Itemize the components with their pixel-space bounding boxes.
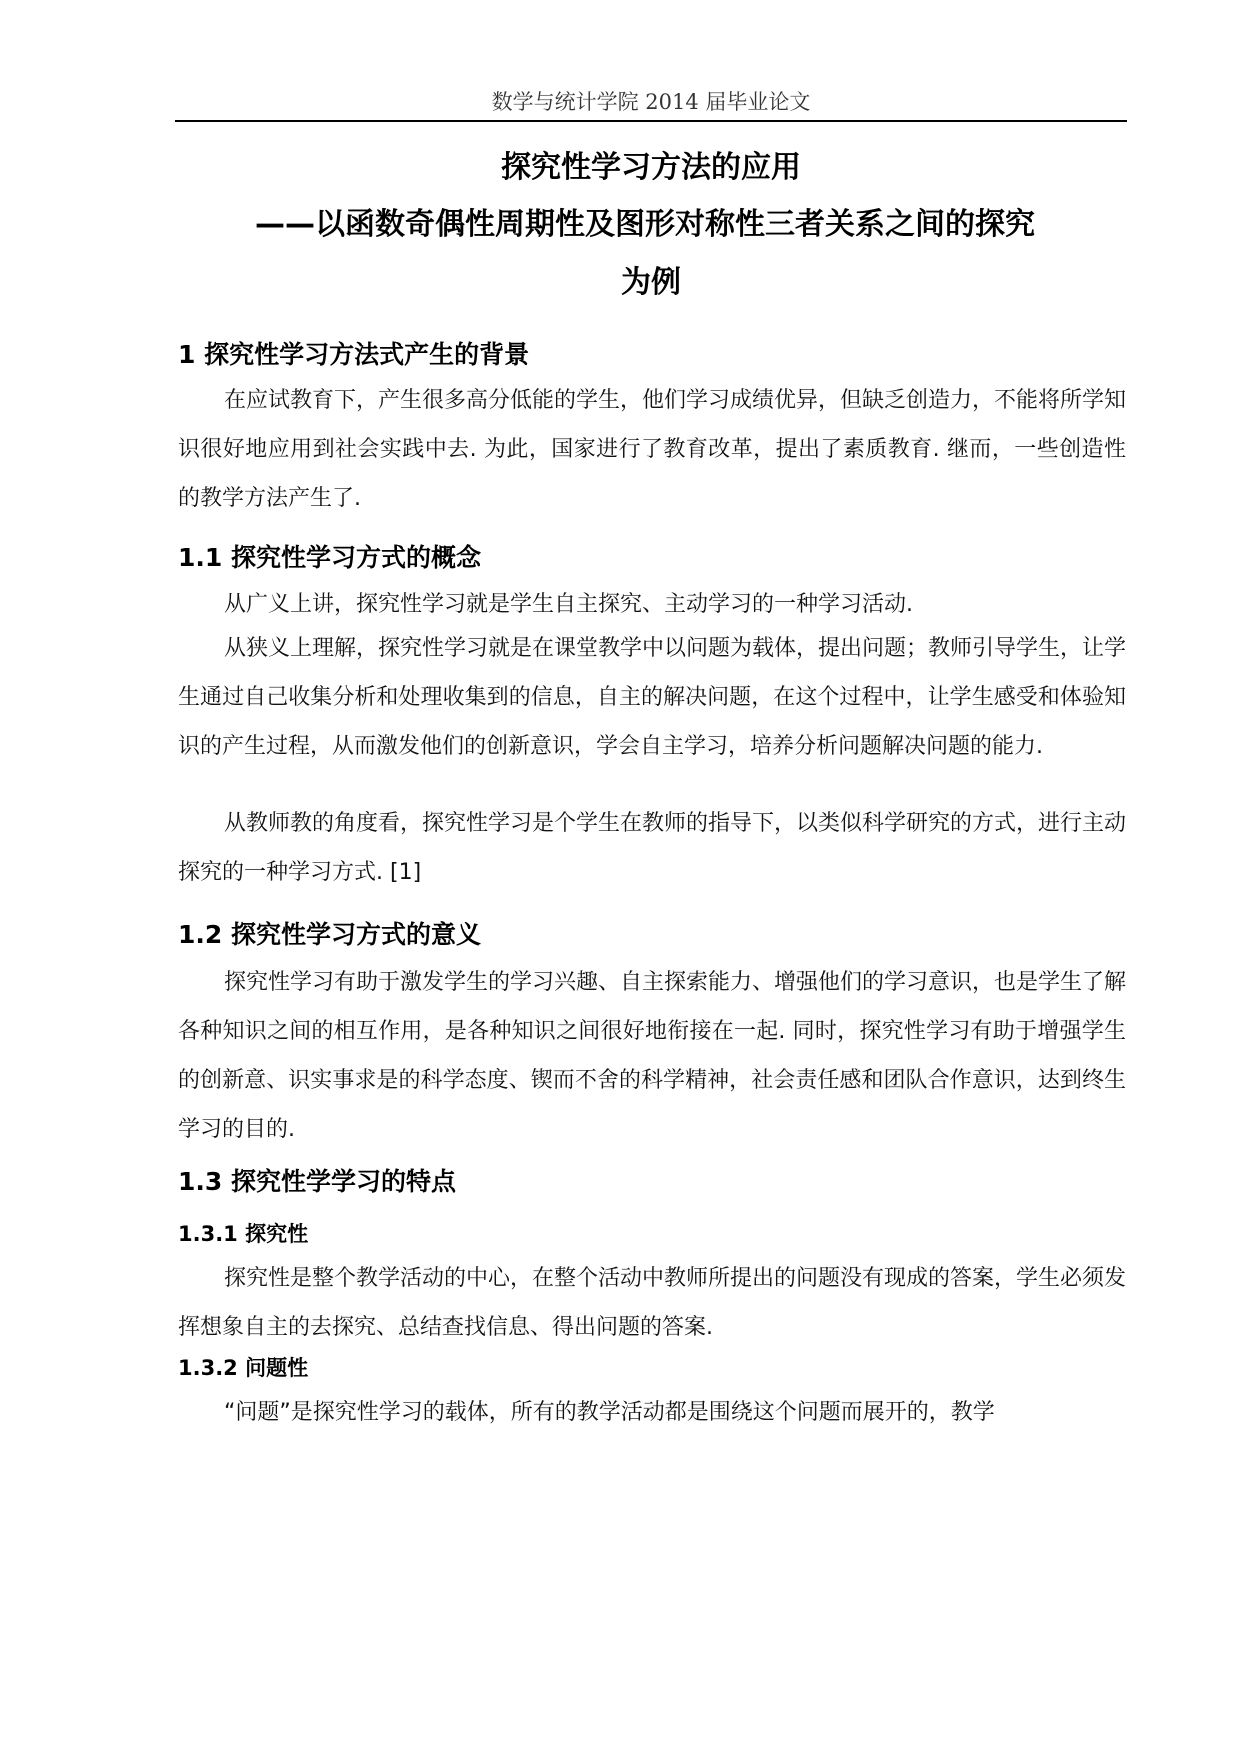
paper-subtitle-line1: ——以函数奇偶性周期性及图形对称性三者关系之间的探究 — [255, 207, 1035, 242]
section-1-1-paragraph-1: 从广义上讲，探究性学习就是学生自主探究、主动学习的一种学习活动. — [224, 592, 913, 617]
section-1-3-1-paragraph-1: 探究性是整个教学活动的中心，在整个活动中教师所提出的问题没有现成的答案，学生必须发挥想象自主的去探究、总结查找信息、得出问题的答案. — [178, 1266, 1127, 1340]
running-header: 数学与统计学院 2014 届毕业论文 — [175, 84, 1127, 122]
section-1-3-2-heading: 1.3.2 问题性 — [178, 1356, 309, 1380]
paper-subtitle-line2: 为例 — [621, 265, 681, 300]
section-1-3-heading: 1.3 探究性学学习的特点 — [178, 1167, 456, 1196]
section-1-2-paragraph-1: 探究性学习有助于激发学生的学习兴趣、自主探索能力、增强他们的学习意识，也是学生了解各种知识之间的相互作用，是各种知识之间很好地衔接在一起. 同时，探究性学习有助于增强学生的创新意、识实事求是的科学态度、锲而不舍的科学精神，社会责任感和团队合作意识，达到终生学习的目的. — [178, 970, 1127, 1142]
section-1-1-paragraph-3: 从教师教的角度看，探究性学习是个学生在教师的指导下，以类似科学研究的方式，进行主动探究的一种学习方式. [1] — [178, 811, 1127, 885]
paper-title: 探究性学习方法的应用 — [501, 150, 801, 185]
section-1-2-heading: 1.2 探究性学习方式的意义 — [178, 920, 481, 949]
section-1-3-1-heading: 1.3.1 探究性 — [178, 1222, 309, 1246]
section-1-3-2-paragraph-1: “问题”是探究性学习的载体，所有的教学活动都是围绕这个问题而展开的，教学 — [224, 1400, 995, 1425]
section-1-1-heading: 1.1 探究性学习方式的概念 — [178, 543, 481, 572]
section-1-1-paragraph-2: 从狭义上理解，探究性学习就是在课堂教学中以问题为载体，提出问题；教师引导学生，让学生通过自己收集分析和处理收集到的信息，自主的解决问题，在这个过程中，让学生感受和体验知识的产生过程，从而激发他们的创新意识，学会自主学习，培养分析问题解决问题的能力. — [178, 636, 1127, 759]
section-1-paragraph-1: 在应试教育下，产生很多高分低能的学生，他们学习成绩优异，但缺乏创造力，不能将所学知识很好地应用到社会实践中去. 为此，国家进行了教育改革，提出了素质教育. 继而，一些创造性的教学方法产生了. — [178, 388, 1127, 511]
section-1-heading: 1 探究性学习方法式产生的背景 — [178, 340, 530, 369]
